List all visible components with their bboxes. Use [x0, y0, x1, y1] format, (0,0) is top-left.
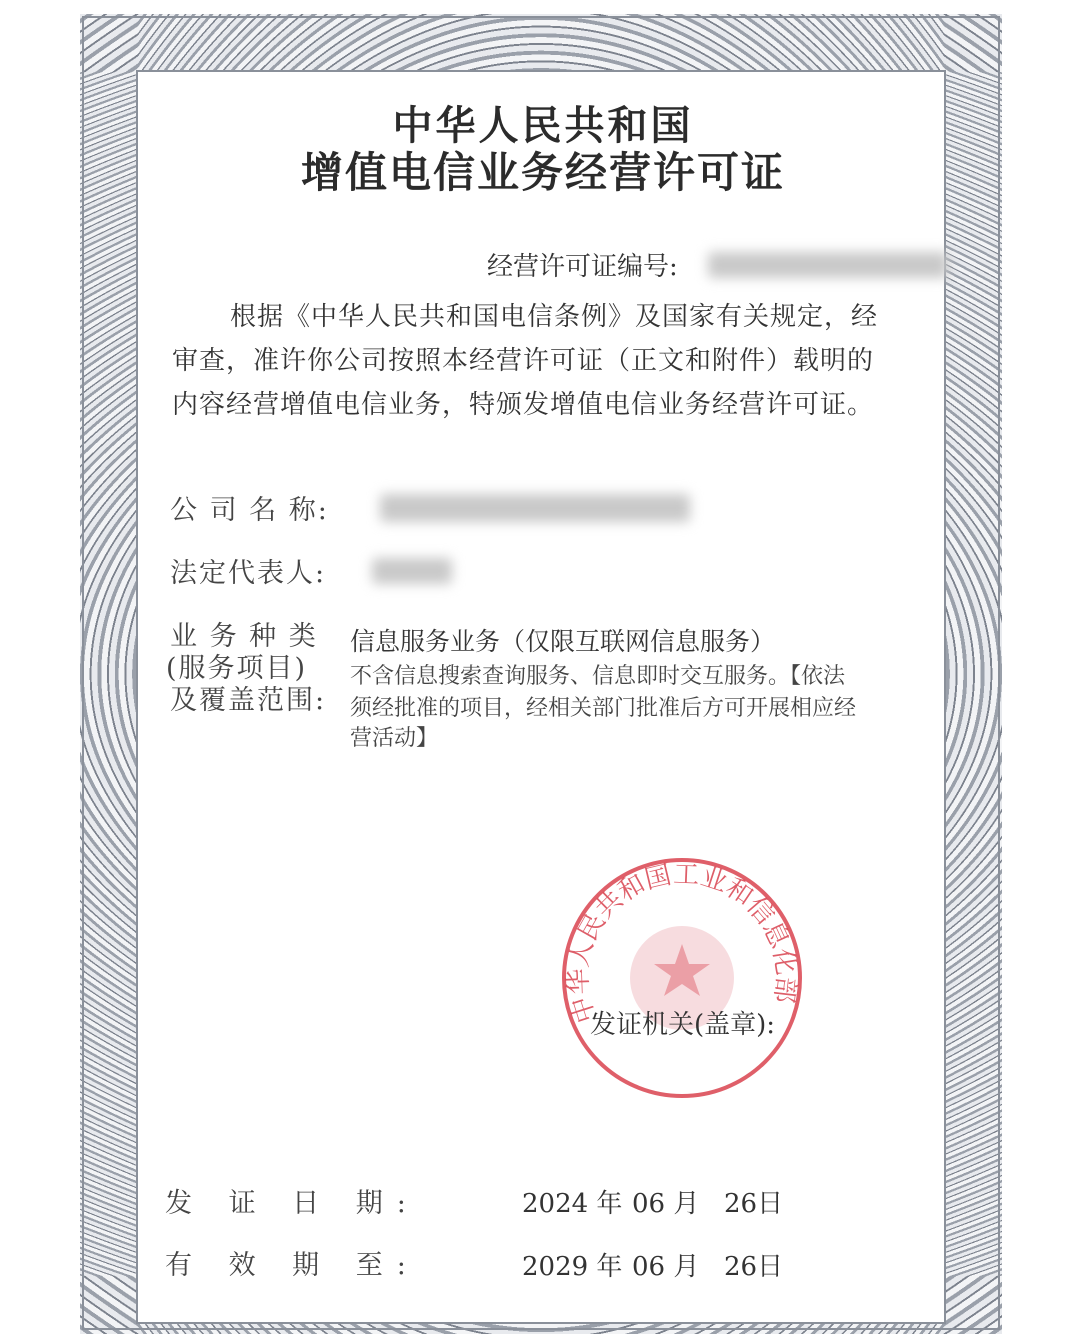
company-name-redacted — [380, 494, 690, 522]
title-line-1: 中华人民共和国 — [392, 102, 694, 149]
company-name-label: 公 司 名 称: — [170, 495, 329, 526]
license-number-redacted — [708, 252, 948, 278]
intro-line-3: 内容经营增值电信业务，特颁发增值电信业务经营许可证。 — [172, 390, 875, 420]
license-number-label: 经营许可证编号: — [487, 252, 678, 282]
title-line-2: 增值电信业务经营许可证 — [300, 148, 785, 197]
expiry-year: 2029 年 — [522, 1252, 623, 1282]
issue-date-label: 发 证 日 期: — [165, 1188, 420, 1219]
issue-year: 2024 年 — [522, 1189, 623, 1219]
business-scope-line-2: 须经批准的项目，经相关部门批准后方可开展相应经 — [350, 696, 857, 721]
legal-rep-redacted — [372, 558, 452, 584]
expiry-day: 26日 — [724, 1252, 784, 1282]
issuer-label: 发证机关(盖章): — [590, 1010, 776, 1040]
business-scope-line-1: 不含信息搜索查询服务、信息即时交互服务。【依法 — [350, 664, 846, 689]
business-scope-line-3: 营活动】 — [350, 726, 439, 751]
business-label-1: 业 务 种 类 — [170, 621, 318, 652]
business-label-3: 及覆盖范围: — [170, 685, 327, 716]
issue-month: 06 月 — [632, 1189, 700, 1219]
business-type: 信息服务业务（仅限互联网信息服务） — [350, 627, 776, 656]
intro-line-1: 根据《中华人民共和国电信条例》及国家有关规定，经 — [230, 302, 879, 332]
seal-text: 中华人民共和国工业和信息化部 — [563, 859, 801, 1027]
expiry-month: 06 月 — [632, 1252, 700, 1282]
intro-line-2: 审查，准许你公司按照本经营许可证（正文和附件）载明的 — [172, 346, 875, 376]
issue-day: 26日 — [724, 1189, 784, 1219]
business-label-2: (服务项目) — [166, 653, 308, 684]
official-seal — [560, 856, 804, 1100]
legal-rep-label: 法定代表人: — [170, 558, 327, 589]
expiry-date-label: 有 效 期 至: — [165, 1250, 420, 1281]
